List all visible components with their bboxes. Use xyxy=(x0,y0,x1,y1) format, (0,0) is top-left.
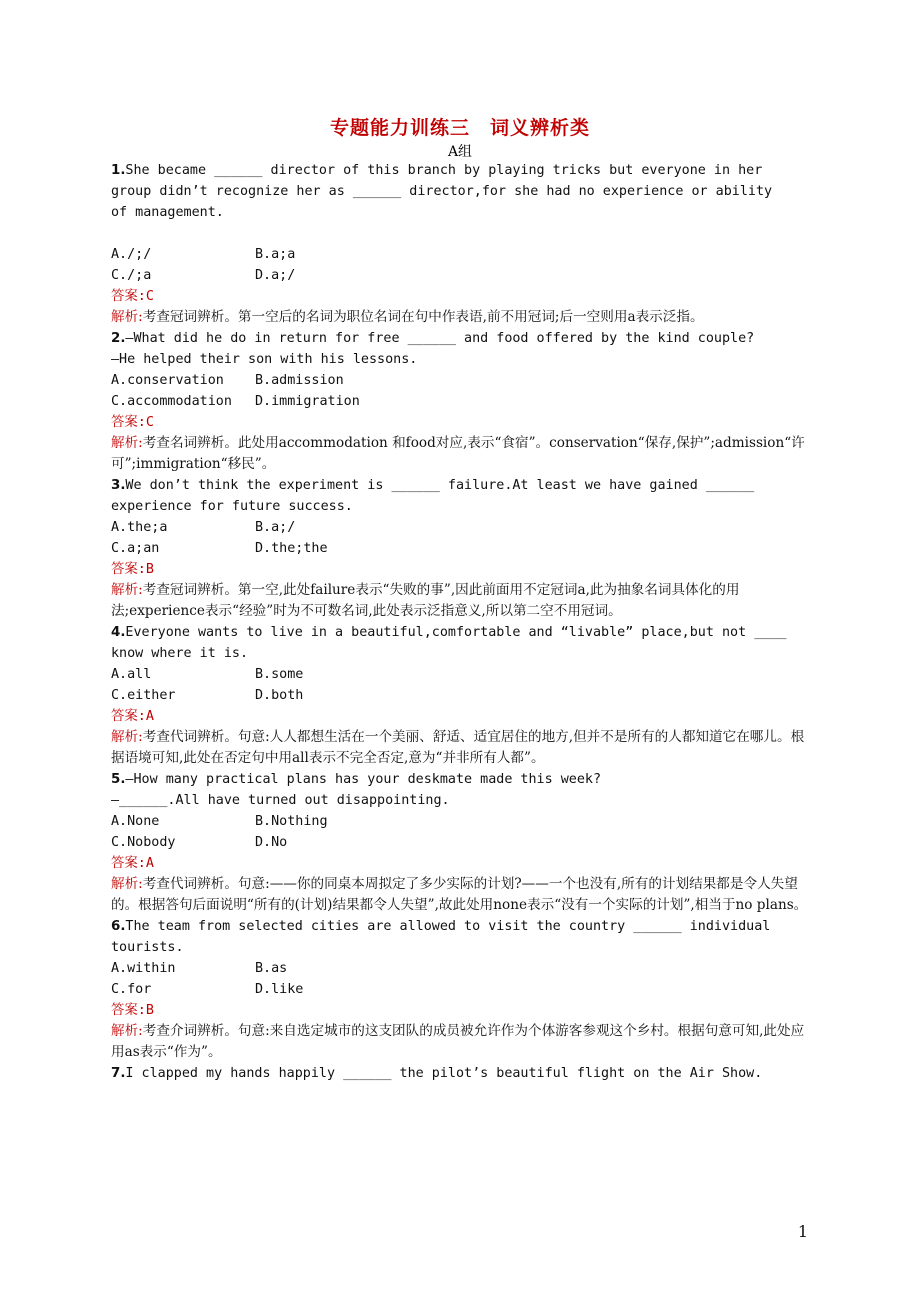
question-number: 2. xyxy=(111,331,126,346)
analysis-text: 考查冠词辨析。第一空,此处failure表示“失败的事”,因此前面用不定冠词a,此为抽象名词具体化的用法;experience表示“经验”时为不可数名词,此处表示泛指意义,所以第二空不用冠词。 xyxy=(111,582,740,619)
option-d: D.immigration xyxy=(255,394,360,409)
question-line: group didn’t recognize her as ______ director,for she had no experience or ability xyxy=(111,184,773,199)
answer-value: A xyxy=(145,709,154,724)
question-text xyxy=(111,328,811,349)
question-3 xyxy=(111,475,811,622)
options-row xyxy=(111,664,811,685)
analysis xyxy=(111,1021,811,1063)
question-line: The team from selected cities are allowed to visit the country ______ individual xyxy=(125,919,771,934)
option-d: D.like xyxy=(255,982,304,997)
answer-label: 答案: xyxy=(111,415,146,430)
analysis-text: 考查名词辨析。此处用accommodation 和food对应,表示“食宿”。conservation“保存,保护”;admission“许可”;immigration“移民”。 xyxy=(111,435,805,472)
answer-line xyxy=(111,412,811,433)
answer-value: C xyxy=(145,415,154,430)
question-number: 5. xyxy=(111,772,126,787)
option-a: A.None xyxy=(111,814,160,829)
analysis xyxy=(111,874,811,916)
question-5 xyxy=(111,769,811,916)
question-line: Everyone wants to live in a beautiful,comfortable and “livable” place,but not ____ xyxy=(125,625,787,640)
options-row xyxy=(111,244,811,265)
analysis-text: 考查代词辨析。句意:人人都想生活在一个美丽、舒适、适宜居住的地方,但并不是所有的人都知道它在哪儿。根据语境可知,此处在否定句中用all表示不完全否定,意为“并非所有人都”。 xyxy=(111,729,805,766)
option-b: B.a;a xyxy=(255,247,296,262)
answer-line xyxy=(111,559,811,580)
question-text xyxy=(111,160,811,181)
question-number: 3. xyxy=(111,478,126,493)
question-text xyxy=(111,1063,811,1084)
answer-value: B xyxy=(145,562,154,577)
question-6 xyxy=(111,916,811,1063)
option-d: D.No xyxy=(255,835,288,850)
answer-label: 答案: xyxy=(111,289,146,304)
option-c: C.Nobody xyxy=(111,835,176,850)
analysis-label: 解析: xyxy=(111,309,143,325)
options-row xyxy=(111,517,811,538)
answer-line xyxy=(111,286,811,307)
question-line: experience for future success. xyxy=(111,499,353,514)
question-line: —What did he do in return for free ______ and food offered by the kind couple? xyxy=(125,331,755,346)
page-number: 1 xyxy=(797,1222,808,1241)
answer-value: B xyxy=(145,1003,154,1018)
question-line: —______.All have turned out disappointing. xyxy=(111,793,450,808)
answer-line xyxy=(111,1000,811,1021)
group-heading: A组 xyxy=(447,144,473,160)
answer-line xyxy=(111,853,811,874)
analysis-label: 解析: xyxy=(111,729,143,745)
question-number: 7. xyxy=(111,1066,126,1081)
page-title: 专题能力训练三 词义辨析类 xyxy=(329,117,590,139)
question-2 xyxy=(111,328,811,475)
question-line: know where it is. xyxy=(111,646,249,661)
analysis-label: 解析: xyxy=(111,876,143,892)
answer-value: C xyxy=(145,289,154,304)
option-a: A./;/ xyxy=(111,247,152,262)
options-row xyxy=(111,370,811,391)
option-b: B.some xyxy=(255,667,304,682)
options-row xyxy=(111,685,811,706)
option-a: A.the;a xyxy=(111,520,168,535)
answer-label: 答案: xyxy=(111,856,146,871)
question-text xyxy=(111,475,811,496)
option-b: B.a;/ xyxy=(255,520,296,535)
option-a: A.within xyxy=(111,961,176,976)
options-row xyxy=(111,538,811,559)
analysis xyxy=(111,580,811,622)
option-a: A.conservation xyxy=(111,373,224,388)
question-line: We don’t think the experiment is ______ failure.At least we have gained ______ xyxy=(125,478,755,493)
options-row xyxy=(111,958,811,979)
answer-label: 答案: xyxy=(111,709,146,724)
analysis-text: 考查代词辨析。句意:——你的同桌本周拟定了多少实际的计划?——一个也没有,所有的计划结果都是令人失望的。根据答句后面说明“所有的(计划)结果都令人失望”,故此处用none表示“没有一个实际的计划”,相当于no plans。 xyxy=(111,876,808,913)
analysis-label: 解析: xyxy=(111,582,143,598)
question-line: —How many practical plans has your deskmate made this week? xyxy=(125,772,602,787)
spacer xyxy=(111,223,811,244)
answer-line xyxy=(111,706,811,727)
option-c: C.accommodation xyxy=(111,394,232,409)
question-7 xyxy=(111,1063,811,1084)
option-a: A.all xyxy=(111,667,152,682)
option-c: C.for xyxy=(111,982,152,997)
question-number: 4. xyxy=(111,625,126,640)
option-b: B.as xyxy=(255,961,288,976)
answer-label: 答案: xyxy=(111,1003,146,1018)
analysis xyxy=(111,727,811,769)
question-line: tourists. xyxy=(111,940,184,955)
question-text xyxy=(111,622,811,643)
option-b: B.admission xyxy=(255,373,344,388)
options-row xyxy=(111,265,811,286)
option-d: D.both xyxy=(255,688,304,703)
exercise-list xyxy=(111,160,811,1084)
question-line: of management. xyxy=(111,205,224,220)
analysis xyxy=(111,433,811,475)
analysis xyxy=(111,307,811,328)
options-row xyxy=(111,811,811,832)
analysis-label: 解析: xyxy=(111,1023,143,1039)
question-number: 6. xyxy=(111,919,126,934)
option-d: D.a;/ xyxy=(255,268,296,283)
options-row xyxy=(111,832,811,853)
options-row xyxy=(111,979,811,1000)
question-line: I clapped my hands happily ______ the pilot’s beautiful flight on the Air Show. xyxy=(125,1066,763,1081)
option-d: D.the;the xyxy=(255,541,328,556)
options-row xyxy=(111,391,811,412)
option-c: C.a;an xyxy=(111,541,160,556)
question-line: She became ______ director of this branch by playing tricks but everyone in her xyxy=(125,163,763,178)
analysis-text: 考查冠词辨析。第一空后的名词为职位名词在句中作表语,前不用冠词;后一空则用a表示泛指。 xyxy=(142,309,704,325)
analysis-text: 考查介词辨析。句意:来自选定城市的这支团队的成员被允许作为个体游客参观这个乡村。根据句意可知,此处应用as表示“作为”。 xyxy=(111,1023,805,1060)
question-4 xyxy=(111,622,811,769)
question-text xyxy=(111,769,811,790)
question-text xyxy=(111,916,811,937)
answer-value: A xyxy=(145,856,154,871)
question-line: —He helped their son with his lessons. xyxy=(111,352,418,367)
option-b: B.Nothing xyxy=(255,814,328,829)
question-1 xyxy=(111,160,811,328)
analysis-label: 解析: xyxy=(111,435,143,451)
question-number: 1. xyxy=(111,163,126,178)
option-c: C.either xyxy=(111,688,176,703)
answer-label: 答案: xyxy=(111,562,146,577)
option-c: C./;a xyxy=(111,268,152,283)
